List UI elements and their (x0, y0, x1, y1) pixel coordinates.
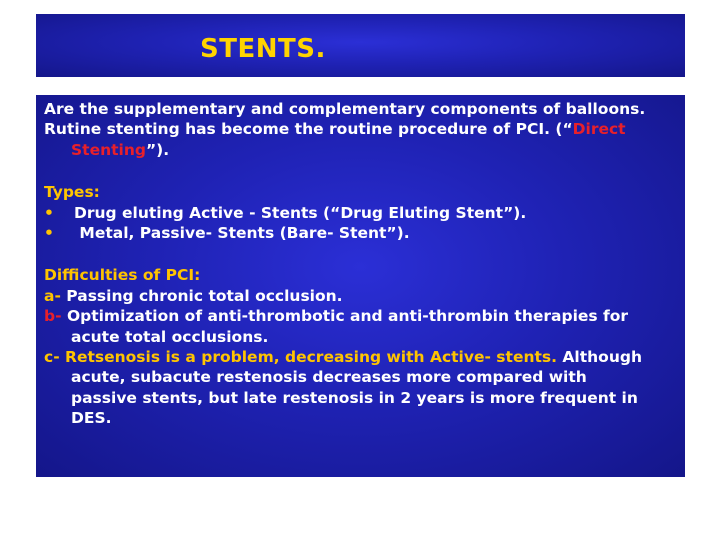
difficulty-c-text-4: DES. (71, 409, 112, 428)
difficulty-b (44, 306, 677, 326)
intro-text-3: ”). (145, 140, 170, 159)
types-heading: Types: (44, 183, 100, 202)
content-panel (36, 95, 685, 477)
intro-text-1: Are the supplementary and complementary components of balloons. (44, 100, 646, 118)
types-list-item (44, 203, 677, 223)
difficulty-c-text-1: Although (557, 348, 642, 367)
direct-stenting-highlight-2: Stenting (71, 140, 146, 159)
difficulty-b-prefix: b- (44, 307, 67, 326)
slide-title: STENTS. (200, 34, 326, 64)
bullet-icon (44, 223, 74, 243)
difficulty-c-text-2: acute, subacute restenosis decreases more compared with (71, 368, 587, 387)
bullet-icon (44, 203, 74, 223)
intro-line-1 (44, 99, 677, 119)
types-item-text: Drug eluting Active - Stents (“Drug Eluting Stent”). (74, 203, 527, 222)
types-item-text: Metal, Passive- Stents (Bare- Stent”). (74, 224, 410, 243)
difficulty-a-text: Passing chronic total occlusion. (66, 286, 343, 305)
difficulties-heading: Difficulties of PCI: (44, 266, 201, 285)
difficulty-b-text-2: acute total occlusions. (71, 327, 269, 346)
difficulty-a-prefix: a- (44, 286, 67, 305)
intro-line-2 (44, 119, 677, 139)
intro-line-3 (44, 140, 677, 160)
difficulty-c-highlight: Retsenosis is a problem, decreasing with Active- stents. (65, 348, 558, 367)
difficulty-b-text-1: Optimization of anti-thrombotic and anti-thrombin therapies for (66, 307, 629, 326)
difficulty-c-prefix: c- (44, 348, 66, 367)
intro-text-2: Rutine stenting has become the routine procedure of PCI. (“ (44, 120, 573, 139)
difficulty-c-text-3: passive stents, but late restenosis in 2 years is more frequent in (71, 388, 638, 407)
title-panel (36, 14, 685, 77)
difficulty-a (44, 286, 677, 306)
difficulty-c (44, 347, 677, 367)
types-list-item (44, 223, 677, 243)
direct-stenting-highlight-1: Direct (572, 120, 626, 139)
